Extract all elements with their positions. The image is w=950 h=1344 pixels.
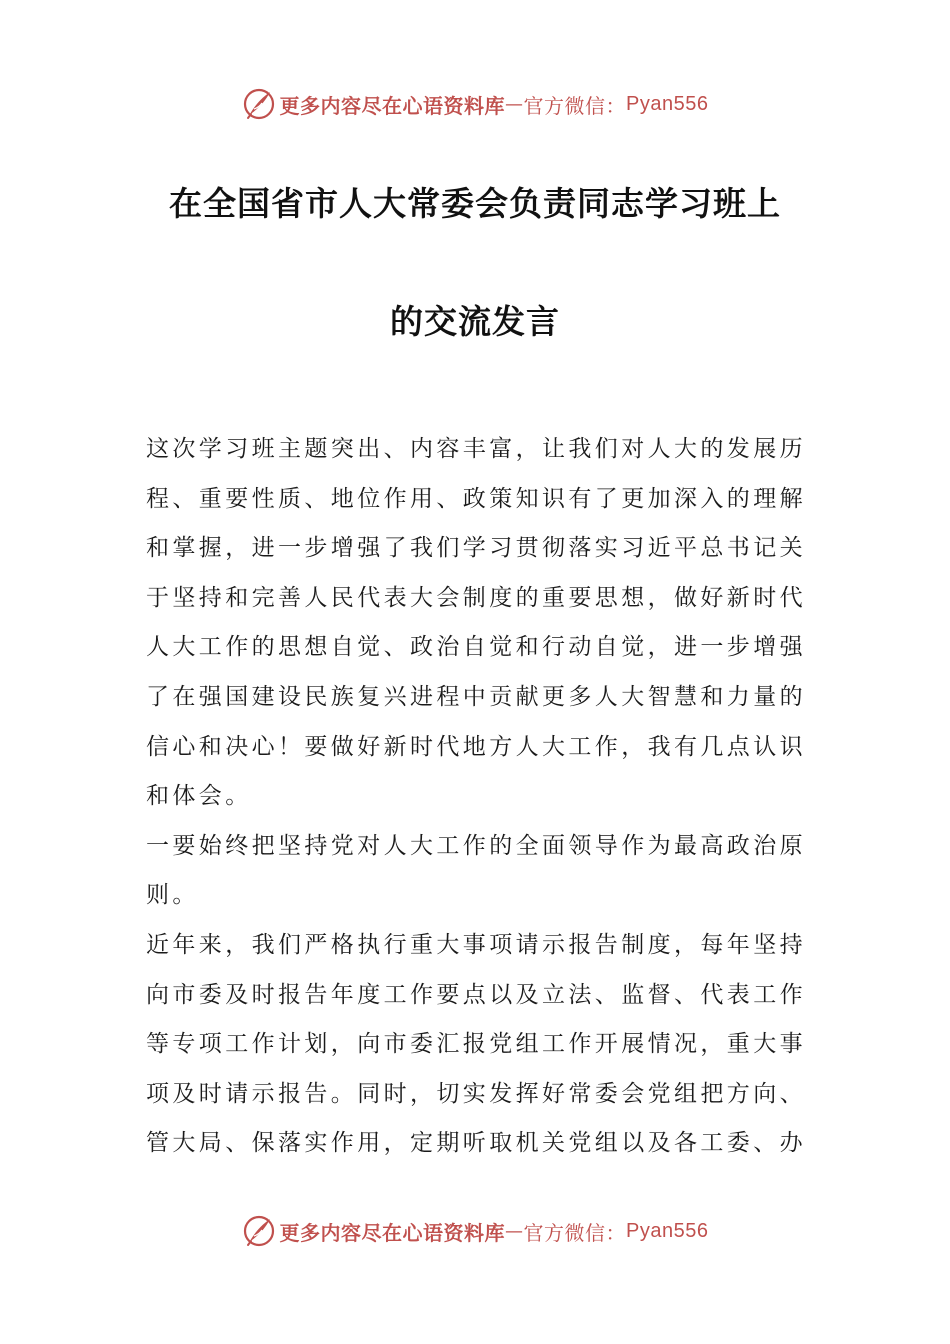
watermark-separator: — xyxy=(505,93,524,115)
quill-pen-logo-icon xyxy=(242,87,276,121)
header-watermark xyxy=(0,84,950,124)
watermark-account-id: Pyan556 xyxy=(626,92,709,115)
watermark-account-label: 官方微信： xyxy=(523,1220,627,1245)
watermark-account-id: Pyan556 xyxy=(626,1219,709,1242)
quill-pen-logo-icon xyxy=(242,1214,276,1248)
footer-watermark xyxy=(0,1211,950,1251)
document-body xyxy=(146,425,806,1169)
document-title-line-2: 的交流发言 xyxy=(390,302,560,341)
watermark-separator: — xyxy=(505,1220,524,1242)
document-title-line-1: 在全国省市人大常委会负责同志学习班上 xyxy=(169,184,781,223)
body-paragraph: 近年来，我们严格执行重大事项请示报告制度，每年坚持向市委及时报告年度工作要点以及立法、监督、代表工作等专项工作计划，向市委汇报党组工作开展情况，重大事项及时请示报告。同时，切实发挥好常委会党组把方向、管大局、保落实作用，定期听取机关党组以及各工委、办 xyxy=(146,931,806,1157)
watermark-account-label: 官方微信： xyxy=(523,93,627,118)
body-paragraph: 一要始终把坚持党对人大工作的全面领导作为最高政治原则。 xyxy=(146,832,806,909)
watermark-brand: 更多内容尽在心语资料库 xyxy=(279,93,506,118)
body-paragraph: 这次学习班主题突出、内容丰富，让我们对人大的发展历程、重要性质、地位作用、政策知识有了更加深入的理解和掌握，进一步增强了我们学习贯彻落实习近平总书记关于坚持和完善人民代表大会制度的重要思想，做好新时代人大工作的思想自觉、政治自觉和行动自觉，进一步增强了在强国建设民族复兴进程中贡献更多人大智慧和力量的信心和决心！要做好新时代地方人大工作，我有几点认识和体会。 xyxy=(146,436,806,810)
watermark-brand: 更多内容尽在心语资料库 xyxy=(279,1220,506,1245)
